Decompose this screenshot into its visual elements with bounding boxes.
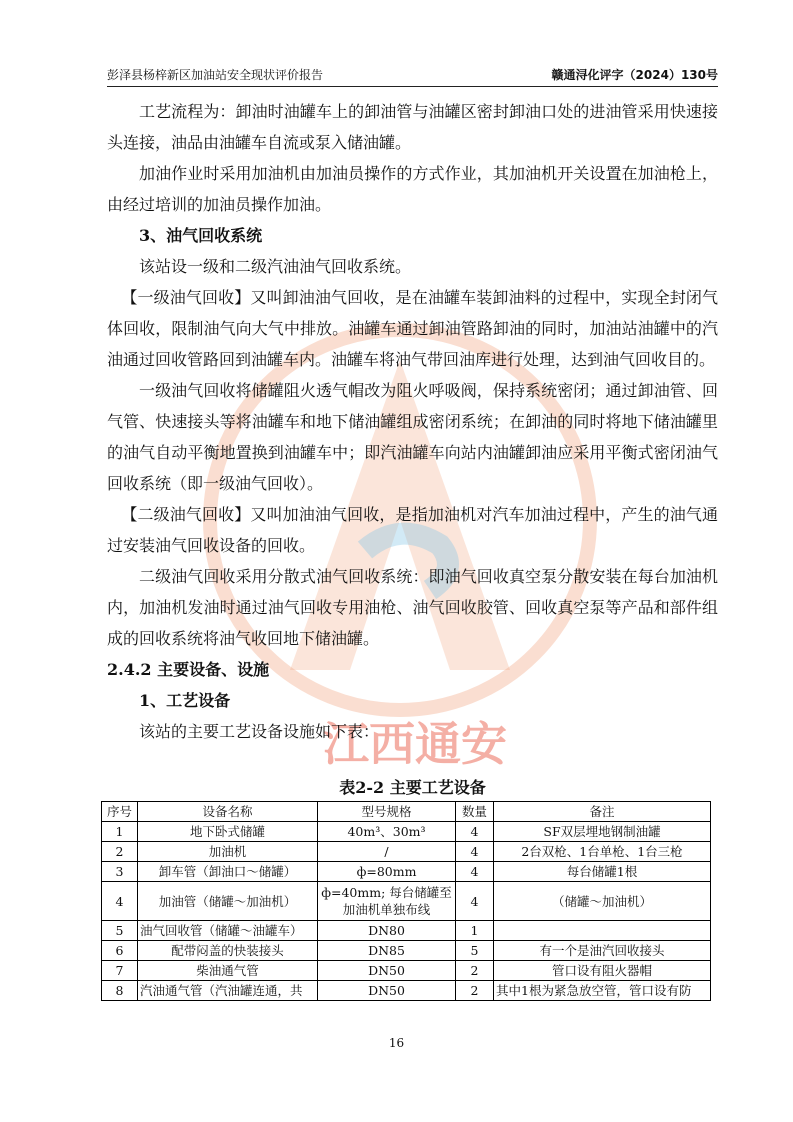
heading-process-equipment: 1、工艺设备 <box>139 691 231 710</box>
header-cell: 序号 <box>102 802 138 822</box>
table-cell: 配带闷盖的快装接头 <box>138 941 318 961</box>
table-cell: 4 <box>102 882 138 921</box>
running-header <box>107 66 718 87</box>
table-cell: 每台储罐1根 <box>494 862 711 882</box>
table-cell: 管口设有阻火器帽 <box>494 961 711 981</box>
table-cell: 2 <box>456 961 494 981</box>
paragraph-vapor-intro: 该站设一级和二级汽油油气回收系统。 <box>139 257 412 276</box>
table-caption: 表2-2 主要工艺设备 <box>339 778 486 797</box>
table-cell: 其中1根为紧急放空管，管口设有防 <box>494 981 711 1001</box>
header-cell: 型号规格 <box>318 802 456 822</box>
document-number: 赣通浔化评字（2024）130号 <box>551 68 718 82</box>
report-title: 彭泽县杨梓新区加油站安全现状评价报告 <box>107 68 324 82</box>
table-cell: 卸车管（卸油口～储罐） <box>138 862 318 882</box>
table-cell: 2台双枪、1台单枪、1台三枪 <box>494 842 711 862</box>
paragraph-refueling: 加油作业时采用加油机由加油员操作的方式作业，其加油机开关设置在加油枪上，由经过培训的加油员操作加油。 <box>107 164 718 214</box>
table-cell: DN50 <box>318 961 456 981</box>
table-cell: ф=80mm <box>318 862 456 882</box>
table-cell: 加油管（储罐～加油机） <box>138 882 318 921</box>
table-row <box>102 921 711 941</box>
table-cell: 2 <box>456 981 494 1001</box>
table-cell: DN80 <box>318 921 456 941</box>
table-header-row <box>102 802 711 822</box>
table-cell: 1 <box>456 921 494 941</box>
table-cell: ф=40mm; 每台储罐至加油机单独布线 <box>318 882 456 921</box>
table-cell: 7 <box>102 961 138 981</box>
paragraph-table-intro: 该站的主要工艺设备设施如下表： <box>139 722 380 741</box>
equipment-table <box>101 801 711 1001</box>
table-cell: 5 <box>102 921 138 941</box>
heading-main-equipment: 2.4.2 主要设备、设施 <box>107 660 270 679</box>
table-cell: 4 <box>456 882 494 921</box>
table-row <box>102 941 711 961</box>
table-row <box>102 842 711 862</box>
table-cell: 4 <box>456 822 494 842</box>
table-cell: 柴油通气管 <box>138 961 318 981</box>
table-cell: 4 <box>456 862 494 882</box>
table-cell: 有一个是油汽回收接头 <box>494 941 711 961</box>
header-cell: 备注 <box>494 802 711 822</box>
table-cell: DN50 <box>318 981 456 1001</box>
table-cell: 6 <box>102 941 138 961</box>
table-row <box>102 882 711 921</box>
table-cell: 1 <box>102 822 138 842</box>
table-cell: / <box>318 842 456 862</box>
table-cell: DN85 <box>318 941 456 961</box>
table-cell: 40m³、30m³ <box>318 822 456 842</box>
table-row <box>102 981 711 1001</box>
table-cell: 汽油通气管（汽油罐连通，共 <box>138 981 318 1001</box>
table-cell: 2 <box>102 842 138 862</box>
table-row <box>102 822 711 842</box>
table-cell: 油气回收管（储罐～油罐车） <box>138 921 318 941</box>
table-cell: 8 <box>102 981 138 1001</box>
paragraph-stage1-definition: 【一级油气回收】又叫卸油油气回收，是在油罐车装卸油料的过程中，实现全封闭气体回收，限制油气向大气中排放。油罐车通过卸油管路卸油的同时，加油站油罐中的汽油通过回收管路回到油罐车内。油罐车将油气带回油库进行处理，达到油气回收目的。 <box>107 288 718 369</box>
header-cell: 数量 <box>456 802 494 822</box>
table-row <box>102 862 711 882</box>
paragraph-stage1-detail: 一级油气回收将储罐阻火透气帽改为阻火呼吸阀，保持系统密闭；通过卸油管、回气管、快速接头等将油罐车和地下储油罐组成密闭系统；在卸油的同时将地下储油罐里的油气自动平衡地置换到油罐车中；即汽油罐车向站内油罐卸油应采用平衡式密闭油气回收系统（即一级油气回收）。 <box>107 381 718 493</box>
table-cell: （储罐～加油机） <box>494 882 711 921</box>
table-cell: SF双层埋地钢制油罐 <box>494 822 711 842</box>
table-cell: 加油机 <box>138 842 318 862</box>
table-cell: 4 <box>456 842 494 862</box>
table-cell <box>494 921 711 941</box>
report-body <box>107 96 718 747</box>
paragraph-stage2-definition: 【二级油气回收】又叫加油油气回收，是指加油机对汽车加油过程中，产生的油气通过安装油气回收设备的回收。 <box>107 505 718 555</box>
svg-text:江西通安: 江西通安 <box>323 717 507 771</box>
heading-vapor-recovery: 3、油气回收系统 <box>139 226 263 245</box>
table-cell: 5 <box>456 941 494 961</box>
table-row <box>102 961 711 981</box>
table-cell: 3 <box>102 862 138 882</box>
table-cell: 地下卧式储罐 <box>138 822 318 842</box>
page-number: 16 <box>388 1036 405 1050</box>
paragraph-stage2-detail: 二级油气回收采用分散式油气回收系统：即油气回收真空泵分散安装在每台加油机内，加油机发油时通过油气回收专用油枪、油气回收胶管、回收真空泵等产品和部件组成的回收系统将油气收回地下储油罐。 <box>107 567 718 648</box>
paragraph-process-flow: 工艺流程为：卸油时油罐车上的卸油管与油罐区密封卸油口处的进油管采用快速接头连接，油品由油罐车自流或泵入储油罐。 <box>107 102 718 152</box>
header-cell: 设备名称 <box>138 802 318 822</box>
